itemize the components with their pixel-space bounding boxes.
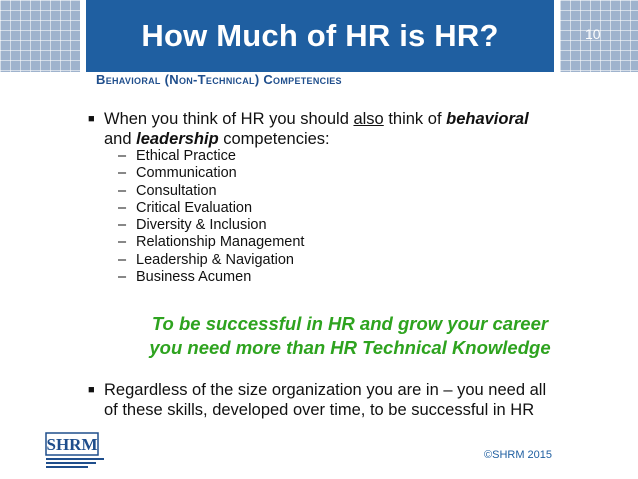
dash-bullet-icon: –: [118, 234, 127, 251]
callout-message: [90, 312, 610, 360]
list-item: – Communication: [118, 165, 237, 182]
list-item: – Relationship Management: [118, 234, 305, 251]
bullet1-line2-text-b: competencies:: [218, 130, 330, 148]
bullet1-text-a: When you think of HR you should: [104, 110, 354, 128]
bullet1-line2-text-a: and: [104, 130, 137, 148]
title-bar: [86, 0, 554, 72]
list-item: – Leadership & Navigation: [118, 251, 294, 268]
slide-title: How Much of HR is HR?: [141, 18, 499, 53]
dash-bullet-icon: –: [118, 199, 127, 216]
section-subheading: Behavioral (Non-Technical) Competencies: [96, 72, 342, 87]
dash-bullet-icon: –: [118, 269, 127, 286]
bullet1-text-b: think of: [383, 110, 447, 128]
list-item: – Critical Evaluation: [118, 199, 253, 216]
shrm-logo: [45, 432, 117, 470]
list-item: – Diversity & Inclusion: [118, 217, 267, 234]
dash-bullet-icon: –: [118, 217, 127, 234]
square-bullet-icon: ■: [88, 113, 95, 125]
bullet1-underlined: also: [353, 110, 384, 128]
callout-line-1: To be successful in HR and grow your career: [151, 313, 549, 334]
bullet2-line-2: of these skills, developed over time, to be successful in HR: [104, 401, 535, 419]
square-bullet-icon: ■: [88, 384, 95, 396]
dash-bullet-icon: –: [118, 165, 127, 182]
decorative-grid-left: [0, 0, 80, 72]
bullet1-emphasis-behavioral: behavioral: [446, 110, 529, 128]
bullet1-emphasis-leadership: leadership: [136, 130, 219, 148]
copyright-notice: ©SHRM 2015: [484, 449, 553, 461]
competency-list: [118, 148, 304, 286]
bullet2-line-1: Regardless of the size organization you are in – you need all: [104, 381, 547, 399]
dash-bullet-icon: –: [118, 251, 127, 268]
list-item: – Consultation: [118, 182, 217, 199]
callout-line-2: you need more than HR Technical Knowledge: [149, 337, 551, 358]
list-item: – Ethical Practice: [118, 148, 236, 164]
dash-bullet-icon: –: [118, 148, 127, 164]
slide-number: 10: [585, 26, 601, 42]
dash-bullet-icon: –: [118, 182, 127, 199]
logo-wordmark: SHRM: [46, 435, 98, 454]
list-item: – Business Acumen: [118, 269, 252, 286]
